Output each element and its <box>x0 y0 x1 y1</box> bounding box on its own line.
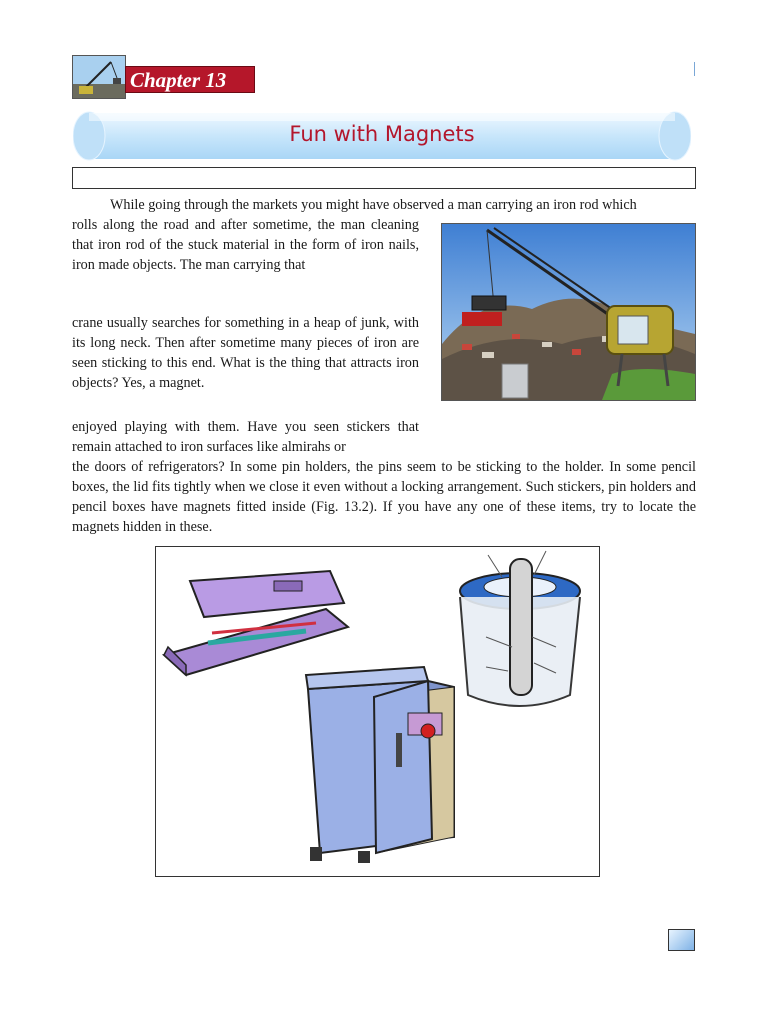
paragraph-5: the doors of refrigerators? In some pin holders, the pins seem to be sticking to the holder. In some pencil boxes, the lid fits tightly when we close it even without a locking arrangement. Such stickers, pin holders and pencil boxes have magnets fitted inside (Fig. 13.2). If you have any one of these items, try to locate the magnets hidden in these. <box>72 459 696 535</box>
paragraph-3: crane usually searches for something in a heap of junk, with its long neck. Then after sometime many pieces of iron are seen sticking to this end. What is the thing that attracts iron objects? Yes, a magnet. <box>72 315 419 391</box>
paragraph-4: enjoyed playing with them. Have you seen stickers that remain attached to iron surfaces like almirahs or <box>72 419 419 455</box>
page-number-tab <box>668 929 695 951</box>
pin-holder-drawing <box>460 551 580 706</box>
refrigerator-drawing <box>306 667 454 863</box>
chapter-label: Chapter 13 <box>125 66 255 93</box>
paragraph-2: rolls along the road and after sometime, the man cleaning that iron rod of the stuck material in the form of iron nails, iron made objects. The man carrying that <box>72 217 419 273</box>
chapter-title: Fun with Magnets <box>289 122 475 146</box>
empty-box <box>72 167 696 189</box>
pencil-box-drawing <box>164 571 348 675</box>
chapter-thumbnail-image <box>72 55 126 99</box>
margin-tick <box>694 62 695 76</box>
crane-junkyard-illustration <box>441 223 696 401</box>
title-banner <box>73 111 691 161</box>
paragraph-1: While going through the markets you might have observed a man carrying an iron rod which <box>110 197 637 213</box>
pencil-box-pin-holder-refrigerator-illustration <box>155 546 600 877</box>
